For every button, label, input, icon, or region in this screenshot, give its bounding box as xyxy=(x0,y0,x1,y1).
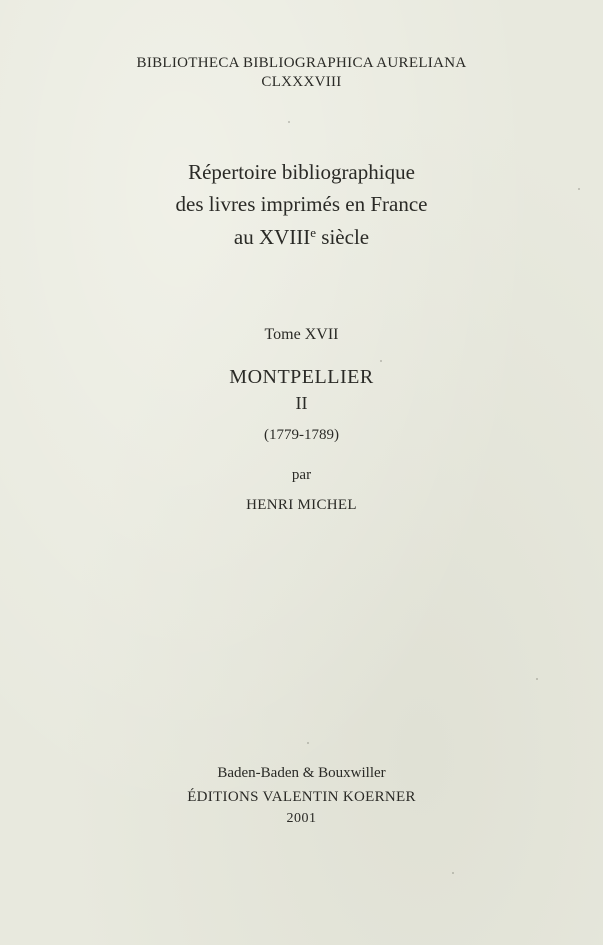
title-line-3-prefix: au XVIII xyxy=(233,225,311,249)
paper-speck xyxy=(288,121,290,123)
paper-speck xyxy=(536,678,538,680)
title-line-1: Répertoire bibliographique xyxy=(188,160,415,184)
title-line-2: des livres imprimés en France xyxy=(175,192,428,216)
author-name: HENRI MICHEL xyxy=(246,497,357,513)
series-number: CLXXXVIII xyxy=(261,74,342,90)
title-line-3-superscript: e xyxy=(310,225,317,240)
paper-speck xyxy=(452,872,454,874)
city-heading: MONTPELLIER xyxy=(229,366,374,388)
paper-speck xyxy=(578,188,580,190)
date-range: (1779-1789) xyxy=(264,427,339,443)
imprint-place: Baden-Baden & Bouxwiller xyxy=(217,765,386,781)
title-line-3-suffix: siècle xyxy=(316,225,370,249)
tome-label: Tome XVII xyxy=(264,326,339,343)
part-number: II xyxy=(295,393,308,413)
title-line-3 xyxy=(0,225,603,250)
imprint-publisher: ÉDITIONS VALENTIN KOERNER xyxy=(187,789,416,805)
paper-speck xyxy=(307,742,309,744)
paper-speck xyxy=(380,360,382,362)
author-by: par xyxy=(291,467,312,483)
imprint-year: 2001 xyxy=(286,811,317,826)
series-name: BIBLIOTHECA BIBLIOGRAPHICA AURELIANA xyxy=(136,55,467,71)
